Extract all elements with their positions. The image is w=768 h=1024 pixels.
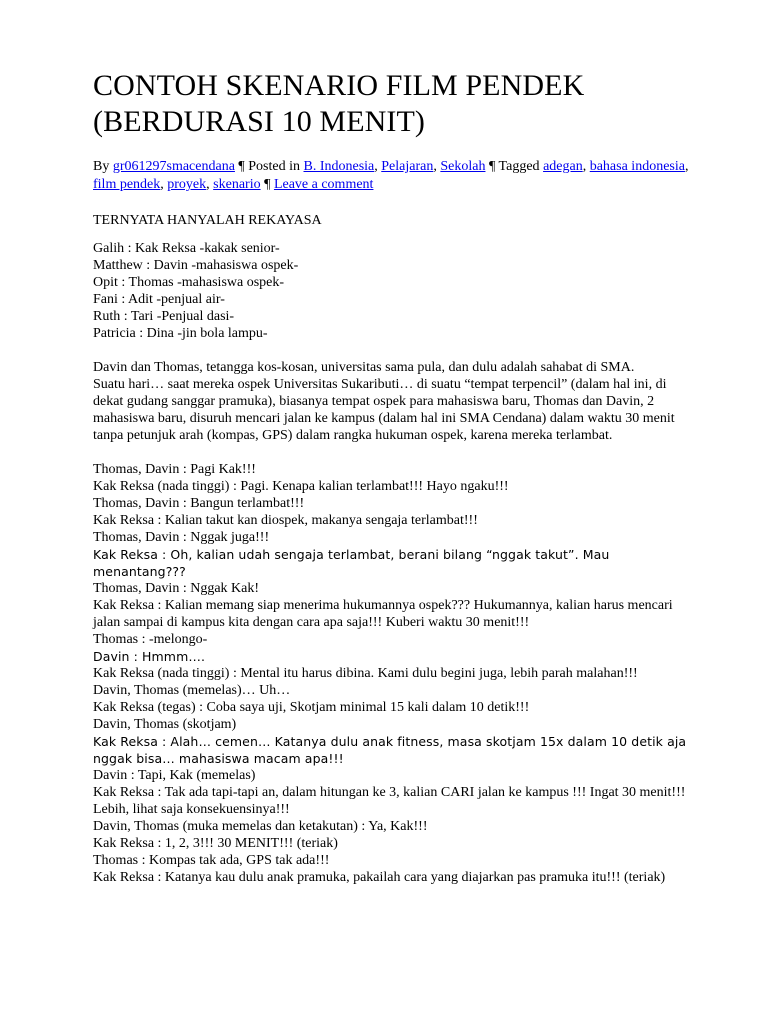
post-meta [93, 158, 693, 194]
dialog-line: Kak Reksa (nada tinggi) : Pagi. Kenapa kalian terlambat!!! Hayo ngaku!!! [93, 479, 509, 494]
dialog-line: Kak Reksa : Kalian takut kan diospek, makanya sengaja terlambat!!! [93, 513, 478, 528]
dialog-line: Kak Reksa (nada tinggi) : Mental itu harus dibina. Kami dulu begini juga, lebih parah malahan!!! [93, 666, 638, 681]
intro-line: Suatu hari… saat mereka ospek Universitas Sukaributi… di suatu “tempat terpencil” (dalam hal ini, di dekat gudang sanggar pramuka), biasanya tempat ospek para mahasiswa baru, Thomas dan Davin, 2 mahasiswa baru, disuruh mencari jalan ke kampus (dalam hal ini SMA Cendana) dalam waktu 30 menit tanpa petunjuk arah (kompas, GPS) dalam rangka hukuman ospek, karena mereka terlambat. [93, 377, 675, 443]
cast-item: Fani : Adit -penjual air- [93, 292, 225, 307]
dialog-line: Thomas, Davin : Nggak Kak! [93, 581, 260, 596]
dialog-line: Thomas, Davin : Nggak juga!!! [93, 530, 270, 545]
author-link[interactable]: gr061297smacendana [112, 159, 235, 174]
tag-link-film-pendek[interactable]: film pendek [93, 177, 161, 192]
leave-comment-link[interactable]: Leave a comment [273, 177, 374, 192]
cast-item: Matthew : Davin -mahasiswa ospek- [93, 258, 299, 273]
dialog-line: Kak Reksa : Katanya kau dulu anak pramuka, pakailah cara yang diajarkan pas pramuka itu!!! (teriak) [93, 870, 666, 885]
cast-item: Galih : Kak Reksa -kakak senior- [93, 241, 280, 256]
cast-item: Patricia : Dina -jin bola lampu- [93, 326, 268, 341]
meta-separator: , [582, 159, 590, 174]
dialog-line: Thomas, Davin : Pagi Kak!!! [93, 462, 256, 477]
dialog-line: Davin : Hmmm…. [93, 649, 206, 664]
section-heading: TERNYATA HANYALAH REKAYASA [93, 213, 322, 228]
dialog-line: Davin, Thomas (muka memelas dan ketakutan) : Ya, Kak!!! [93, 819, 428, 834]
tag-link-proyek[interactable]: proyek [167, 177, 207, 192]
dialog-line: Davin, Thomas (skotjam) [93, 717, 237, 732]
document-page [93, 68, 693, 886]
tag-link-bahasa-indonesia[interactable]: bahasa indonesia [589, 159, 685, 174]
meta-separator: , [206, 177, 214, 192]
meta-separator: , [160, 177, 168, 192]
intro-paragraph [93, 359, 693, 444]
category-link-pelajaran[interactable]: Pelajaran [381, 159, 434, 174]
meta-separator: , [374, 159, 382, 174]
dialog-line: Thomas : Kompas tak ada, GPS tak ada!!! [93, 853, 330, 868]
category-link-b-indonesia[interactable]: B. Indonesia [303, 159, 375, 174]
category-link-sekolah[interactable]: Sekolah [440, 159, 486, 174]
dialog-line: Thomas, Davin : Bangun terlambat!!! [93, 496, 305, 511]
page-title [93, 68, 693, 140]
dialog-line: Kak Reksa (tegas) : Coba saya uji, Skotjam minimal 15 kali dalam 10 detik!!! [93, 700, 530, 715]
meta-separator: ¶ [260, 177, 274, 192]
cast-item: Opit : Thomas -mahasiswa ospek- [93, 275, 285, 290]
dialog-block [93, 461, 693, 886]
title-line-2: (BERDURASI 10 MENIT) [93, 105, 425, 138]
tag-link-adegan[interactable]: adegan [543, 159, 583, 174]
dialog-line: Davin : Tapi, Kak (memelas) [93, 768, 256, 783]
meta-tagged: ¶ Tagged [485, 159, 544, 174]
dialog-line: Thomas : -melongo- [93, 632, 208, 647]
dialog-line: Kak Reksa : Kalian memang siap menerima hukumannya ospek??? Hukumannya, kalian harus mencari jalan sampai di kampus kita dengan cara apa saja!!! Kuberi waktu 30 menit!!! [93, 598, 673, 630]
tag-link-skenario[interactable]: skenario [213, 177, 261, 192]
dialog-line: Kak Reksa : Tak ada tapi-tapi an, dalam hitungan ke 3, kalian CARI jalan ke kampus !!! Ingat 30 menit!!! Lebih, lihat saja konsekuensinya!!! [93, 785, 686, 817]
meta-separator: , [684, 159, 689, 174]
dialog-line: Davin, Thomas (memelas)… Uh… [93, 683, 291, 698]
title-line-1: CONTOH SKENARIO FILM PENDEK [93, 69, 585, 102]
cast-item: Ruth : Tari -Penjual dasi- [93, 309, 235, 324]
dialog-line: Kak Reksa : Oh, kalian udah sengaja terlambat, berani bilang “nggak takut”. Mau menantang??? [93, 547, 610, 579]
cast-list [93, 240, 693, 342]
meta-posted-in: ¶ Posted in [234, 159, 304, 174]
dialog-line: Kak Reksa : 1, 2, 3!!! 30 MENIT!!! (teriak) [93, 836, 338, 851]
meta-separator: , [433, 159, 441, 174]
meta-by: By [93, 159, 113, 174]
dialog-line: Kak Reksa : Alah… cemen… Katanya dulu anak fitness, masa skotjam 15x dalam 10 detik aja nggak bisa… mahasiswa macam apa!!! [93, 734, 687, 766]
intro-line: Davin dan Thomas, tetangga kos-kosan, universitas sama pula, dan dulu adalah sahabat di SMA. [93, 360, 635, 375]
